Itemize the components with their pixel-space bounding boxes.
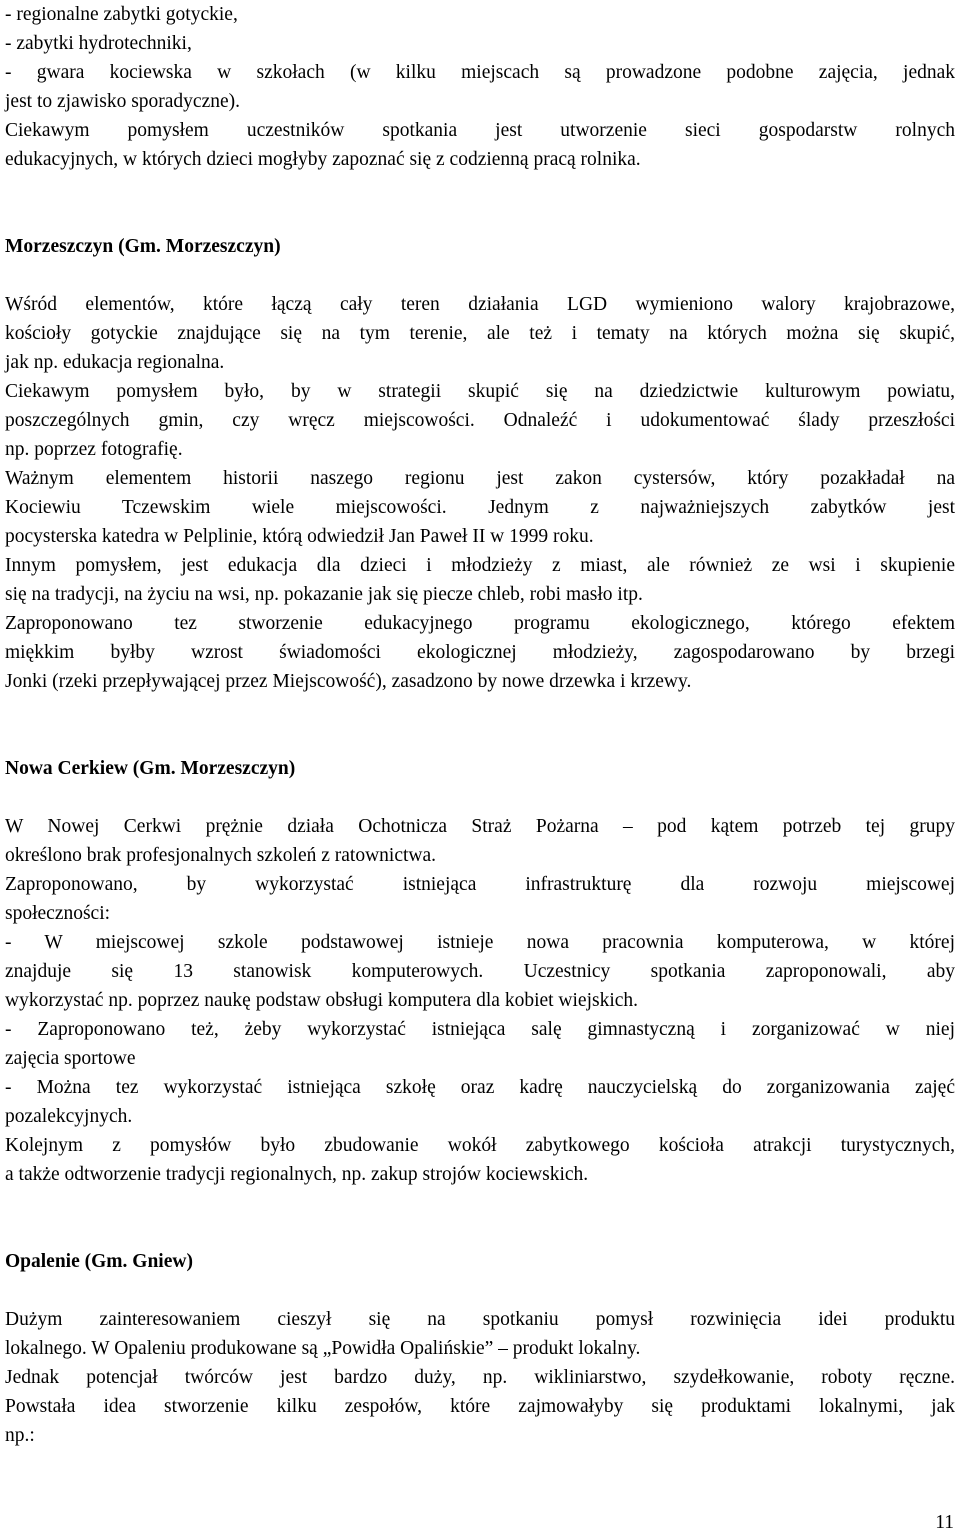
list-item: - zabytki hydrotechniki, — [5, 33, 192, 54]
text-line: Ważnym elementem historii naszego regionu jest zakon cystersów, który pozakładał na — [5, 468, 955, 489]
text-line: Zaproponowano, by wykorzystać istniejąca infrastrukturę dla rozwoju miejscowej — [5, 874, 955, 895]
list-item: - W miejscowej szkole podstawowej istnieje nowa pracownia komputerowa, w której — [5, 932, 955, 953]
text-line: np. poprzez fotografię. — [5, 439, 183, 460]
text-line: kościoły gotyckie znajdujące się na tym terenie, ale też i tematy na których można się skupić, — [5, 323, 955, 344]
text-line: Jednak potencjał twórców jest bardzo duży, np. wikliniarstwo, szydełkowanie, roboty ręczne. — [5, 1367, 955, 1388]
section-morzeszczyn — [5, 232, 955, 696]
text-line: Ciekawym pomysłem uczestników spotkania jest utworzenie sieci gospodarstw rolnych — [5, 120, 955, 141]
text-line: znajduje się 13 stanowisk komputerowych. Uczestnicy spotkania zaproponowali, aby — [5, 961, 955, 982]
text-line: Jonki (rzeki przepływającej przez Miejscowość), zasadzono by nowe drzewka i krzewy. — [5, 671, 692, 692]
text-line: Dużym zainteresowaniem cieszył się na spotkaniu pomysł rozwinięcia idei produktu — [5, 1309, 955, 1330]
section-heading: Morzeszczyn (Gm. Morzeszczyn) — [5, 236, 281, 257]
intro-block — [5, 0, 955, 174]
list-item: - Można tez wykorzystać istniejąca szkołę oraz kadrę nauczycielską do zorganizowania zajęć — [5, 1077, 955, 1098]
text-line: wykorzystać np. poprzez naukę podstaw obsługi komputera dla kobiet wiejskich. — [5, 990, 639, 1011]
text-line: pozalekcyjnych. — [5, 1106, 133, 1127]
text-line: Zaproponowano tez stworzenie edukacyjnego programu ekologicznego, którego efektem — [5, 613, 955, 634]
section-heading: Opalenie (Gm. Gniew) — [5, 1251, 193, 1272]
text-line: zajęcia sportowe — [5, 1048, 136, 1069]
list-item: - regionalne zabytki gotyckie, — [5, 4, 238, 25]
section-nowa-cerkiew — [5, 754, 955, 1189]
page-number: 11 — [935, 1512, 954, 1533]
text-line: jak np. edukacja regionalna. — [5, 352, 225, 373]
document-page — [5, 0, 955, 1450]
text-line: miękkim byłby wzrost świadomości ekologicznej młodzieży, zagospodarowano by brzegi — [5, 642, 955, 663]
text-line: Powstała idea stworzenie kilku zespołów, które zajmowałyby się produktami lokalnymi, jak — [5, 1396, 955, 1417]
list-item: - Zaproponowano też, żeby wykorzystać istniejąca salę gimnastyczną i zorganizować w niej — [5, 1019, 955, 1040]
text-line: Ciekawym pomysłem było, by w strategii skupić się na dziedzictwie kulturowym powiatu, — [5, 381, 955, 402]
text-line: W Nowej Cerkwi prężnie działa Ochotnicza Straż Pożarna – pod kątem potrzeb tej grupy — [5, 816, 955, 837]
list-item: - gwara kociewska w szkołach (w kilku miejscach są prowadzone podobne zajęcia, jednak — [5, 62, 955, 83]
text-line: a także odtworzenie tradycji regionalnych, np. zakup strojów kociewskich. — [5, 1164, 589, 1185]
text-line: poszczególnych gmin, czy wręcz miejscowości. Odnaleźć i udokumentować ślady przeszłości — [5, 410, 955, 431]
text-line: lokalnego. W Opaleniu produkowane są „Powidła Opalińskie” – produkt lokalny. — [5, 1338, 641, 1359]
text-line: Innym pomysłem, jest edukacja dla dzieci i młodzieży z miast, ale również ze wsi i skupienie — [5, 555, 955, 576]
text-line: społeczności: — [5, 903, 111, 924]
text-line: się na tradycji, na życiu na wsi, np. pokazanie jak się piecze chleb, robi masło itp. — [5, 584, 643, 605]
text-line: Kociewiu Tczewskim wiele miejscowości. Jednym z najważniejszych zabytków jest — [5, 497, 955, 518]
text-line: określono brak profesjonalnych szkoleń z ratownictwa. — [5, 845, 437, 866]
text-line: Kolejnym z pomysłów było zbudowanie wokół zabytkowego kościoła atrakcji turystycznych, — [5, 1135, 955, 1156]
text-line: Wśród elementów, które łączą cały teren działania LGD wymieniono walory krajobrazowe, — [5, 294, 955, 315]
text-line: edukacyjnych, w których dzieci mogłyby zapoznać się z codzienną pracą rolnika. — [5, 149, 641, 170]
text-line: pocysterska katedra w Pelplinie, którą odwiedził Jan Paweł II w 1999 roku. — [5, 526, 594, 547]
section-heading: Nowa Cerkiew (Gm. Morzeszczyn) — [5, 758, 296, 779]
text-line: jest to zjawisko sporadyczne). — [5, 91, 241, 112]
section-opalenie — [5, 1247, 955, 1450]
text-line: np.: — [5, 1425, 35, 1446]
